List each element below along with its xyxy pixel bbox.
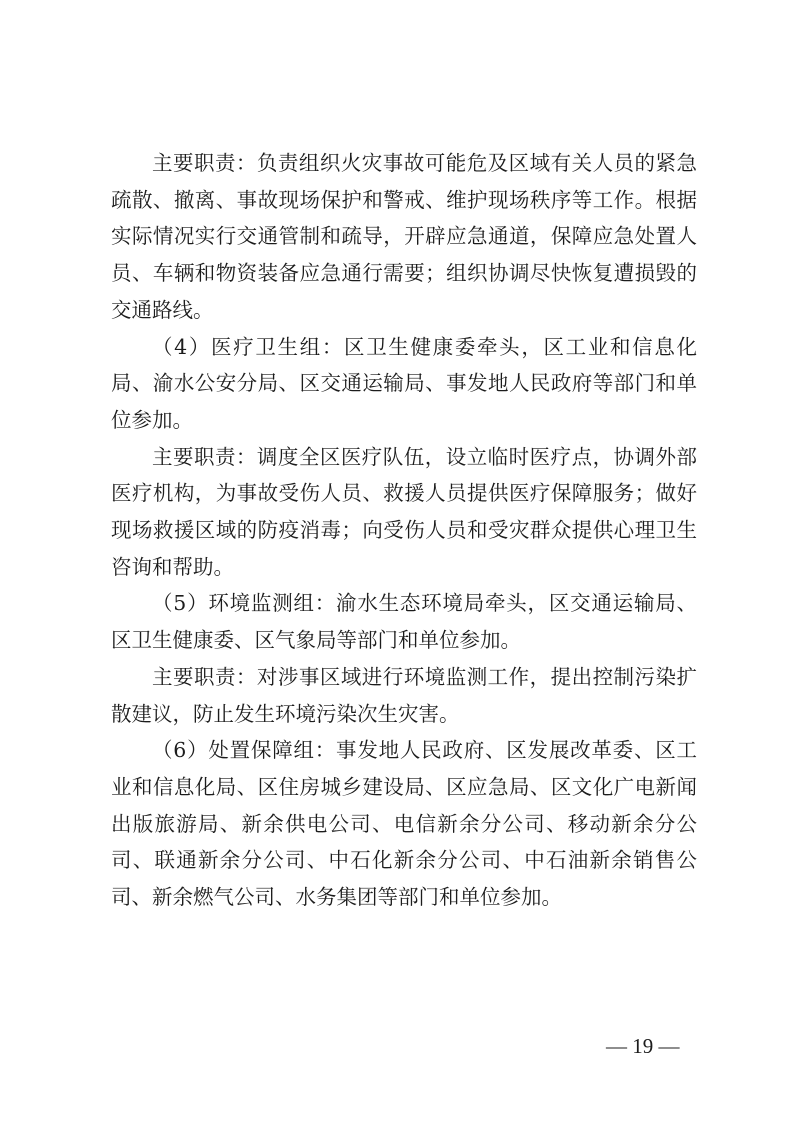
paragraph-environment-group: （5）环境监测组：渝水生态环境局牵头，区交通运输局、区卫生健康委、区气象局等部门和单位参加。 (111, 591, 697, 653)
document-body (111, 145, 697, 916)
paragraph-environment-duties: 主要职责：对涉事区域进行环境监测工作，提出控制污染扩散建议，防止发生环境污染次生灾害。 (111, 664, 697, 726)
page-number: — 19 — (606, 1034, 680, 1058)
paragraph-medical-duties: 主要职责：调度全区医疗队伍，设立临时医疗点，协调外部医疗机构，为事故受伤人员、救援人员提供医疗保障服务；做好现场救援区域的防疫消毒；向受伤人员和受灾群众提供心理卫生咨询和帮助。 (111, 444, 697, 579)
paragraph-medical-group: （4）医疗卫生组：区卫生健康委牵头，区工业和信息化局、渝水公安分局、区交通运输局、事发地人民政府等部门和单位参加。 (111, 334, 697, 432)
paragraph-traffic-duties: 主要职责：负责组织火灾事故可能危及区域有关人员的紧急疏散、撤离、事故现场保护和警戒、维护现场秩序等工作。根据实际情况实行交通管制和疏导，开辟应急通道，保障应急处置人员、车辆和物资装备应急通行需要；组织协调尽快恢复遭损毁的交通路线。 (111, 151, 697, 322)
paragraph-support-group: （6）处置保障组：事发地人民政府、区发展改革委、区工业和信息化局、区住房城乡建设局、区应急局、区文化广电新闻出版旅游局、新余供电公司、电信新余分公司、移动新余分公司、联通新余分公司、中石化新余分公司、中石油新余销售公司、新余燃气公司、水务集团等部门和单位参加。 (111, 738, 697, 910)
